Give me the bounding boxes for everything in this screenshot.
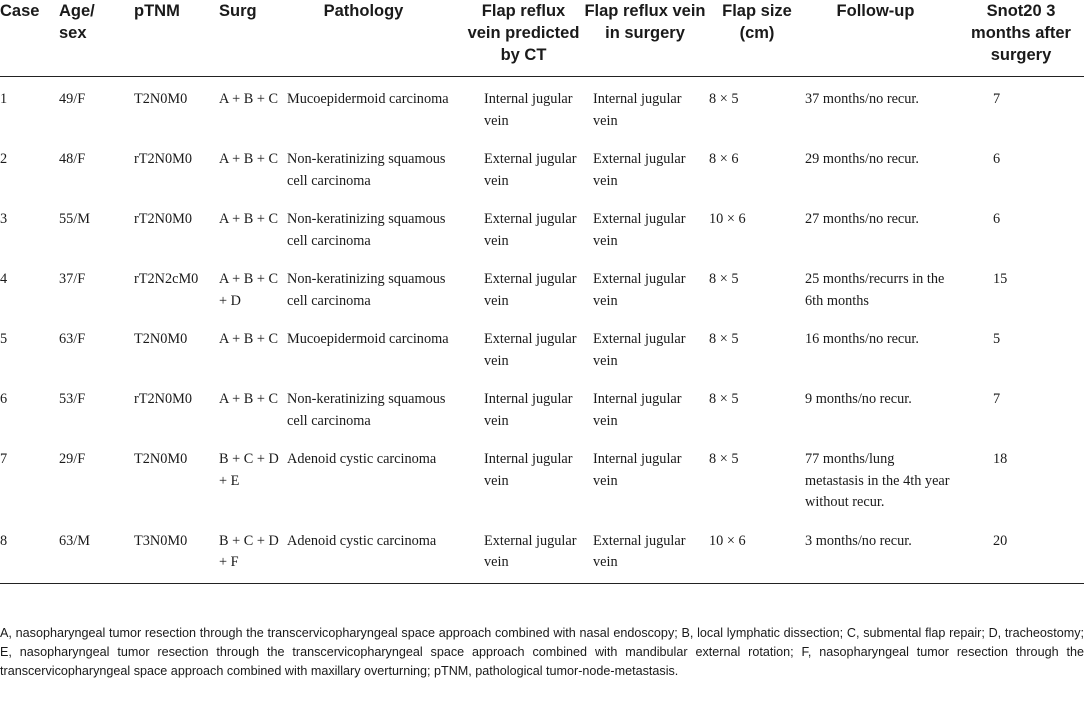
- header-age-sex: Age/ sex: [59, 0, 124, 77]
- cell-snot20: 18: [993, 451, 1008, 467]
- cell-age-sex: 63/F: [59, 331, 86, 347]
- cell-flap-size: 8 × 5: [709, 271, 739, 287]
- cell-surgery-vein: Internal jugular vein: [593, 451, 682, 489]
- cell-surg: B + C + D + E: [219, 451, 279, 489]
- cell-flap-size: 10 × 6: [709, 211, 746, 227]
- cell-surgery-vein: Internal jugular vein: [593, 91, 682, 129]
- cell-ct-vein: Internal jugular vein: [484, 451, 573, 489]
- header-ptnm: pTNM: [124, 0, 215, 77]
- cell-pathology: Mucoepidermoid carcinoma: [287, 91, 449, 107]
- cell-ct-vein: External jugular vein: [464, 520, 583, 584]
- cell-snot20: 15: [993, 271, 1008, 287]
- cell-follow-up: 77 months/lung metastasis in the 4th year without recur.: [805, 451, 950, 510]
- cell-age-sex: 37/F: [59, 271, 86, 287]
- cell-ptnm: T2N0M0: [134, 451, 188, 467]
- header-flap-size: Flap size (cm): [707, 0, 793, 77]
- cell-age-sex: 63/M: [59, 520, 124, 584]
- cell-pathology: Non-keratinizing squamous cell carcinoma: [287, 391, 446, 429]
- table-body: [0, 77, 1084, 584]
- cell-surgery-vein: External jugular vein: [593, 211, 686, 249]
- cell-follow-up: 25 months/recurrs in the 6th months: [805, 271, 945, 309]
- table-header: [0, 0, 1084, 77]
- cell-age-sex: 49/F: [59, 91, 86, 107]
- cell-surgery-vein: External jugular vein: [593, 271, 686, 309]
- cell-surg: A + B + C: [219, 91, 279, 107]
- cell-flap-size: 10 × 6: [707, 520, 793, 584]
- cell-ptnm: T2N0M0: [134, 331, 188, 347]
- cell-ptnm: T3N0M0: [124, 520, 215, 584]
- cell-pathology: Non-keratinizing squamous cell carcinoma: [287, 211, 446, 249]
- table-row: [0, 520, 1084, 584]
- cell-ptnm: T2N0M0: [134, 91, 188, 107]
- cell-ptnm: rT2N2cM0: [134, 271, 199, 287]
- cell-follow-up: 29 months/no recur.: [805, 151, 919, 167]
- header-pathology: Pathology: [287, 0, 464, 77]
- cell-snot20: 7: [993, 391, 1001, 407]
- cell-flap-size: 8 × 5: [709, 331, 739, 347]
- cell-snot20: 5: [993, 331, 1001, 347]
- cell-surg: A + B + C: [219, 331, 279, 347]
- table-row: [0, 438, 1084, 520]
- cell-surgery-vein: Internal jugular vein: [593, 391, 682, 429]
- cell-follow-up: 9 months/no recur.: [805, 391, 912, 407]
- cell-ct-vein: Internal jugular vein: [484, 91, 573, 129]
- cell-follow-up: 37 months/no recur.: [805, 91, 919, 107]
- cell-flap-size: 8 × 6: [709, 151, 739, 167]
- cell-snot20: 6: [993, 211, 1001, 227]
- cell-follow-up: 27 months/no recur.: [805, 211, 919, 227]
- cell-ct-vein: External jugular vein: [484, 271, 577, 309]
- table-row: [0, 318, 1084, 378]
- cell-surgery-vein: External jugular vein: [583, 520, 707, 584]
- cell-flap-size: 8 × 5: [709, 391, 739, 407]
- cell-ptnm: rT2N0M0: [134, 391, 192, 407]
- cell-age-sex: 29/F: [59, 451, 86, 467]
- cell-ptnm: rT2N0M0: [134, 211, 192, 227]
- cell-snot20: 7: [993, 91, 1001, 107]
- cell-flap-size: 8 × 5: [709, 91, 739, 107]
- cell-surgery-vein: External jugular vein: [593, 331, 686, 369]
- cell-snot20: 20: [958, 520, 1084, 584]
- cell-age-sex: 55/M: [59, 211, 90, 227]
- cell-age-sex: 48/F: [59, 151, 86, 167]
- table-footnote: A, nasopharyngeal tumor resection through the transcervicopharyngeal space approach combined with nasal endoscopy; B, local lymphatic dissection; C, submental flap repair; D, tracheostomy; E, nasopharyngeal tumor resection through the transcervicopharyngeal space approach combined with mandibular external rotation; F, nasopharyngeal tumor resection through the transcervicopharyngeal space approach combined with maxillary overturning; pTNM, pathological tumor-node-metastasis.: [0, 626, 1084, 678]
- cell-ct-vein: External jugular vein: [484, 331, 577, 369]
- header-follow-up: Follow-up: [793, 0, 958, 77]
- cell-surg: B + C + D + F: [215, 520, 287, 584]
- cell-surg: A + B + C: [219, 151, 279, 167]
- cell-case: 5: [0, 331, 8, 347]
- header-surgery-vein: Flap reflux vein in surgery: [583, 0, 707, 77]
- cell-pathology: Adenoid cystic carcinoma: [287, 451, 437, 467]
- table-row: [0, 378, 1084, 438]
- cell-case: 1: [0, 91, 8, 107]
- cell-case: 4: [0, 271, 8, 287]
- cell-surg: A + B + C: [219, 391, 279, 407]
- cell-case: 3: [0, 211, 8, 227]
- cell-surg: A + B + C + D: [219, 271, 279, 309]
- cell-ct-vein: Internal jugular vein: [484, 391, 573, 429]
- cell-pathology: Non-keratinizing squamous cell carcinoma: [287, 271, 446, 309]
- cell-age-sex: 53/F: [59, 391, 86, 407]
- cell-pathology: Non-keratinizing squamous cell carcinoma: [287, 151, 446, 189]
- cell-case: 2: [0, 151, 8, 167]
- cell-case: 8: [0, 520, 59, 584]
- cell-surg: A + B + C: [219, 211, 279, 227]
- cell-pathology: Adenoid cystic carcinoma: [287, 520, 464, 584]
- cell-ct-vein: External jugular vein: [484, 151, 577, 189]
- header-row: [0, 0, 1084, 77]
- table-row: [0, 138, 1084, 198]
- header-case: Case: [0, 0, 59, 77]
- table-row: [0, 258, 1084, 318]
- cell-ptnm: rT2N0M0: [134, 151, 192, 167]
- header-surg: Surg: [215, 0, 287, 77]
- cell-flap-size: 8 × 5: [709, 451, 739, 467]
- table-row: [0, 77, 1084, 139]
- cell-pathology: Mucoepidermoid carcinoma: [287, 331, 449, 347]
- cell-snot20: 6: [993, 151, 1001, 167]
- cell-ct-vein: External jugular vein: [484, 211, 577, 249]
- header-snot20: Snot20 3 months after surgery: [958, 0, 1084, 77]
- cell-case: 6: [0, 391, 8, 407]
- cell-case: 7: [0, 451, 8, 467]
- cell-surgery-vein: External jugular vein: [593, 151, 686, 189]
- table-row: [0, 198, 1084, 258]
- cell-follow-up: 3 months/no recur.: [793, 520, 958, 584]
- header-ct-vein: Flap reflux vein predicted by CT: [464, 0, 583, 77]
- cell-follow-up: 16 months/no recur.: [805, 331, 919, 347]
